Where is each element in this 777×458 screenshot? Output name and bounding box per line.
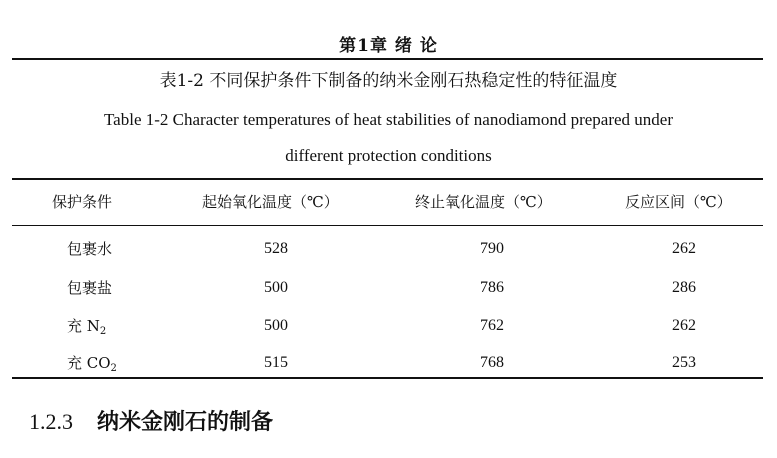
table-bottom-rule <box>12 377 763 379</box>
table-header-rule <box>12 225 763 226</box>
section-heading <box>29 405 273 436</box>
chapter-header: 第1章 绪 论 <box>339 36 438 56</box>
table-row <box>12 274 763 302</box>
section-number: 1.2.3 <box>29 409 73 434</box>
row-condition: 充 $CO_2$ <box>67 354 117 374</box>
row-end-temp: 790 <box>480 240 504 257</box>
table-top-rule <box>12 178 763 180</box>
row-range: 253 <box>672 354 696 371</box>
table-caption-chinese: 表1-2 不同保护条件下制备的纳米金刚石热稳定性的特征温度 <box>159 71 618 91</box>
row-range: 262 <box>672 317 696 334</box>
row-start-temp: 500 <box>264 279 288 296</box>
header-start-oxidation-temp: 起始氧化温度（℃） <box>202 193 339 211</box>
row-range: 286 <box>672 279 696 296</box>
caption-english-line-1: Table 1-2 Character temperatures of heat stabilities of nanodiamond prepared under <box>103 110 674 129</box>
row-end-temp: 786 <box>480 279 504 296</box>
table-row <box>12 349 763 377</box>
table-caption-english <box>0 102 777 174</box>
header-end-oxidation-temp: 终止氧化温度（℃） <box>415 193 552 211</box>
header-protection-condition: 保护条件 <box>52 193 113 211</box>
row-condition: 充 $N_2$ <box>67 317 107 337</box>
table-row <box>12 235 763 263</box>
row-start-temp: 515 <box>264 354 288 371</box>
row-start-temp: 500 <box>264 317 288 334</box>
row-end-temp: 762 <box>480 317 504 334</box>
caption-english-line-2: different protection conditions <box>285 146 492 165</box>
table-row <box>12 312 763 340</box>
row-range: 262 <box>672 240 696 257</box>
table-header-row <box>12 188 763 216</box>
row-end-temp: 768 <box>480 354 504 371</box>
row-condition: 包裹水 <box>67 240 113 258</box>
row-condition: 包裹盐 <box>67 279 113 297</box>
section-title: 纳米金刚石的制备 <box>97 410 274 435</box>
header-rule <box>12 58 763 60</box>
row-start-temp: 528 <box>264 240 288 257</box>
header-reaction-range: 反应区间（℃） <box>625 193 732 211</box>
